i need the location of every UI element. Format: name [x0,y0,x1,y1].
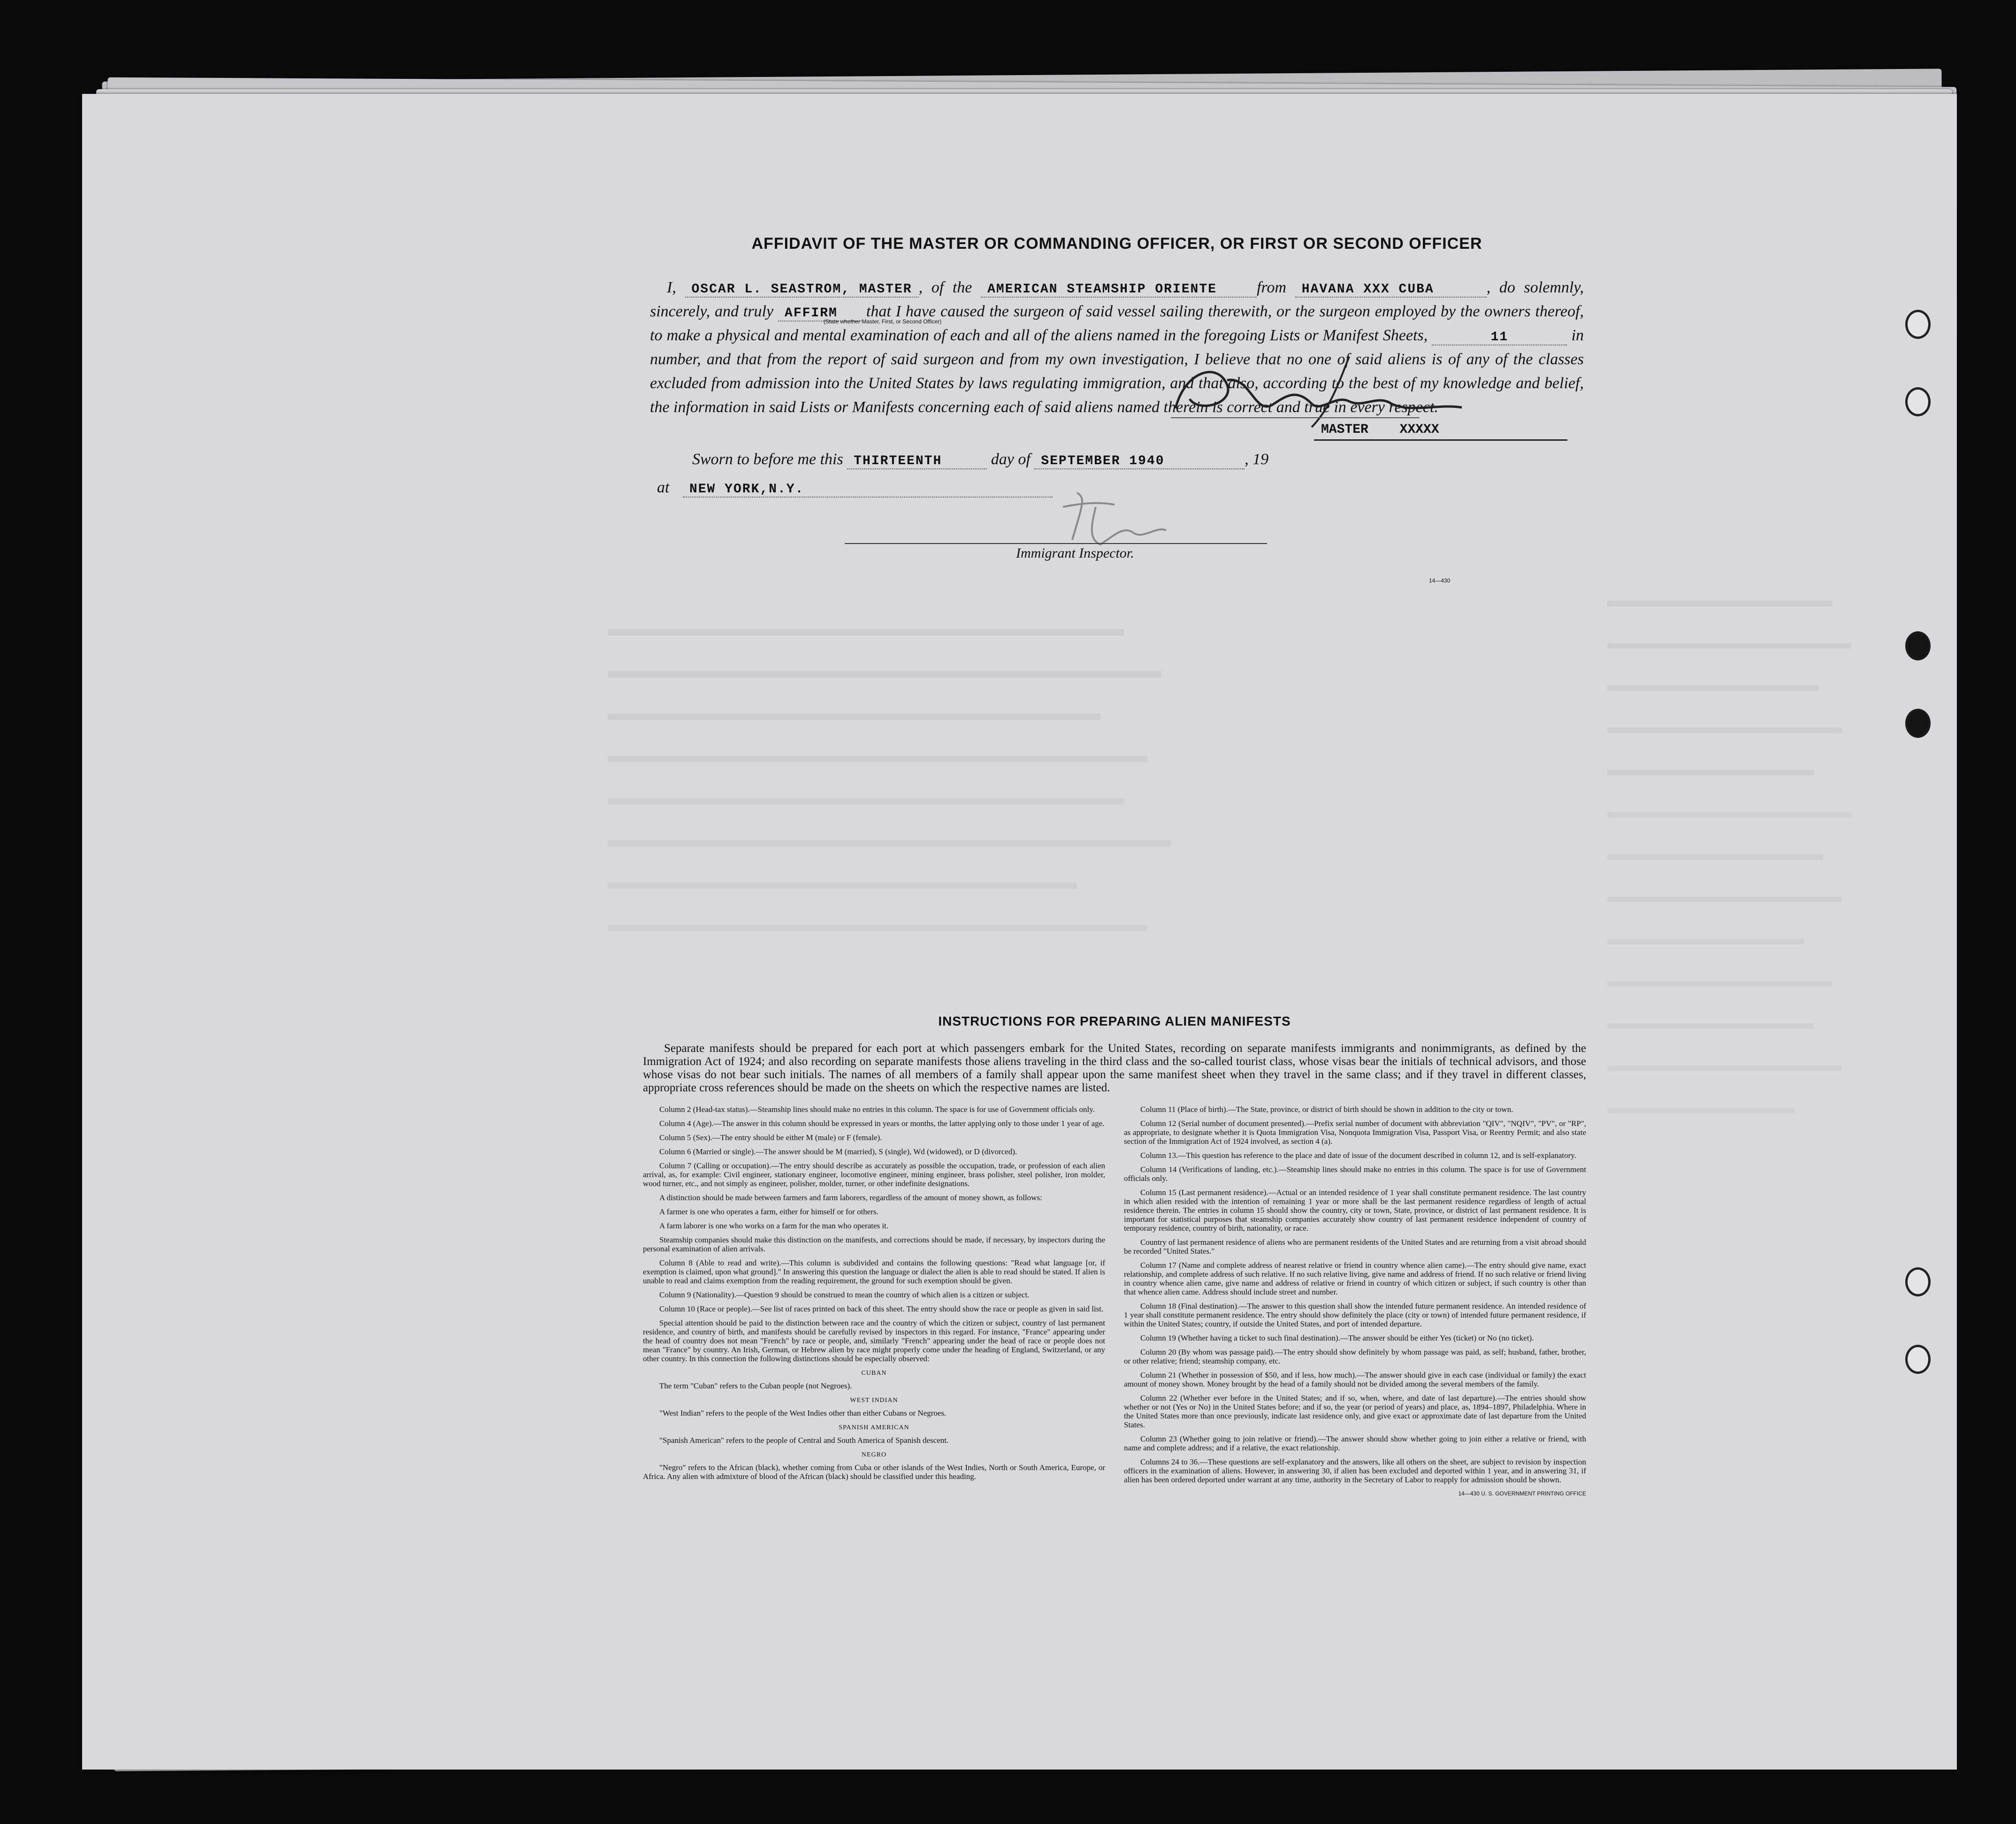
officer-field: OSCAR L. SEASTROM, MASTER [685,283,919,298]
officer-rank-note: (State whether Master, First, or Second Officer) [824,318,942,325]
instruction-paragraph: Special attention should be paid to the distinction between race and the country of which the citizen or subject, country of last permanent residence, and country of birth, and manifests should be carefully revised by inspectors in this regard. For instance, "France" appearing under the head of country does not mean "French" by race or people, and, similarly "French" appearing under the head of race or people does not mean "France" by country. An Irish, German, or Hebrew alien by race might properly come under the heading of England, Switzerland, or any other country. In this connection the following distinctions should be especially observed: [643,1318,1105,1363]
affidavit-text: , of the [918,279,972,296]
at-label: at [657,479,670,496]
affidavit-text: that I have caused the surgeon of said vessel sailing therewith, or the surgeon employed by the owners thereof, to make a physical and mental examination of each and all of the aliens named in the foregoing Lists or Manifest Sheets, [650,303,1584,344]
instruction-paragraph: A farmer is one who operates a farm, either for himself or for others. [659,1207,878,1216]
instruction-paragraph: Column 19 (Whether having a ticket to such final destination).—The answer should be either Yes (ticket) or No (no ticket). [1140,1334,1534,1342]
affidavit-text: in number, and that from the report of said surgeon and from my own investigation, I believe that no one of said aliens is of any of the classes excluded from admission into the United States by laws regulating immigration, and that also, according to the best of my knowledge and belief, the information in said Lists or Manifests concerning each of said aliens named therein is correct and true in every respect. [650,327,1584,416]
instruction-paragraph: "Spanish American" refers to the people of Central and South America of Spanish descent. [659,1436,949,1445]
sworn-month-field: SEPTEMBER 1940 [1034,454,1245,469]
instruction-paragraph: Column 11 (Place of birth).—The State, province, or district of birth should be shown in addition to the city or town. [1140,1105,1513,1114]
instruction-paragraph: Column 21 (Whether in possession of $50, and if less, how much).—The answer should give in each case (individual or family) the exact amount of money shown. Money brought by the head of a family should not be divided among the several members of the family. [1124,1371,1586,1388]
instruction-paragraph: Column 9 (Nationality).—Question 9 should be construed to mean the country of which alien is a citizen or subject. [659,1290,1030,1299]
instruction-paragraph: A farm laborer is one who works on a farm for the man who operates it. [659,1221,889,1230]
at-place-field: NEW YORK,N.Y. [683,483,1053,498]
instruction-paragraph: Column 18 (Final destination).—The answer to this question shall show the intended future permanent residence. An intended residence of 1 year shall constitute permanent residence. The entry should show definitely the place (city or town) of intended future permanent residence, if within the United States; country, if outside the United States, and port of intended departure. [1124,1302,1586,1328]
vessel-field: AMERICAN STEAMSHIP ORIENTE [981,283,1257,298]
instructions-right-column [1124,1105,1586,1498]
heading-spanish-american: SPANISH AMERICAN [839,1424,909,1431]
sworn-mid: day of [991,451,1031,468]
master-title: MASTER [1321,422,1368,437]
instruction-paragraph: Column 23 (Whether going to join relative or friend).—The answer should show whether going to join either a relative or friend, with name and complete address; and if a relative, the exact relationship. [1124,1434,1586,1452]
oath-field: AFFIRM [778,307,862,322]
instruction-paragraph: Steamship companies should make this distinction on the manifests, and corrections should be made, if necessary, by inspectors during the personal examination of alien arrivals. [643,1235,1105,1253]
instruction-paragraph: "Negro" refers to the African (black), whether coming from Cuba or other islands of the West Indies, North or South America, Europe, or Africa. Any alien with admixture of blood of the African (black) should be classified under this heading. [643,1463,1105,1481]
sworn-prefix: Sworn to before me this [692,451,843,468]
printing-office-footer: 14—430 U. S. GOVERNMENT PRINTING OFFICE [1458,1490,1586,1497]
at-line [657,479,1053,498]
instructions-left-column [643,1105,1105,1498]
instruction-paragraph: Column 4 (Age).—The answer in this column should be expressed in years or months, the latter applying only to those under 1 year of age. [659,1119,1105,1128]
instruction-paragraph: Country of last permanent residence of aliens who are permanent residents of the United States and are returning from a visit abroad should be recorded "United States." [1124,1238,1586,1256]
heading-cuban: CUBAN [861,1370,887,1377]
instruction-paragraph: Columns 24 to 36.—These questions are self-explanatory and the answers, like all others on the sheet, are subject to revision by inspection officers in the examination of aliens. However, in answering 30, if alien has been excluded and deported within 1 year, and in answering 31, if alien has been ordered deported under warrant at any time, authority in the Secretary of Labor to reapply for admission should be shown. [1124,1457,1586,1484]
sworn-year-prefix: , 19 [1245,451,1269,468]
inspector-rule [845,543,1267,544]
instructions-section [643,1014,1586,1498]
instruction-paragraph: Column 7 (Calling or occupation).—The entry should describe as accurately as possible the occupation, trade, or profession of each alien arrival, as, for example: Civil engineer, stationary engineer, locomotive engineer, mining engineer, brass polisher, steel polisher, iron molder, wood turner, etc., and not simply as engineer, polisher, molder, turner, or other indefinite designations. [643,1161,1105,1188]
instruction-paragraph: Column 5 (Sex).—The entry should be either M (male) or F (female). [659,1133,882,1142]
sworn-line [692,451,1268,469]
master-title-rule [1314,439,1567,441]
master-title-line [1321,422,1439,437]
instruction-paragraph: "West Indian" refers to the people of the West Indies other than either Cubans or Negroes. [659,1409,947,1418]
affidavit-text: , do solemnly, sincerely, and truly [650,279,1584,320]
affidavit-text: from [1257,279,1287,296]
form-number: 14—430 [1429,577,1451,584]
instruction-paragraph: Column 6 (Married or single).—The answer should be M (married), S (single), Wd (widowed), or D (divorced). [659,1147,1017,1156]
instruction-paragraph: Column 8 (Able to read and write).—This column is subdivided and contains the following questions: "Read what language [or, if exemption is claimed, upon what ground]." In answering this question the language or dialect the alien is able to read should be stated. If alien is unable to read and claims exemption from the reading requirement, the ground for such exemption should be given. [643,1258,1105,1285]
port-field: HAVANA XXX CUBA [1295,283,1487,298]
instruction-paragraph: Column 20 (By whom was passage paid).—The entry should show definitely by whom passage was paid, as self; husband, father, brother, or other relative; friend; steamship company, etc. [1124,1348,1586,1365]
instruction-paragraph: A distinction should be made between farmers and farm laborers, regardless of the amount of money shown, as follows: [659,1193,1042,1202]
struck-title: XXXXX [1399,422,1439,437]
heading-negro: NEGRO [861,1451,887,1458]
instruction-paragraph: Column 12 (Serial number of document presented).—Prefix serial number of document with abbreviation "QIV", "NQIV", "PV", or "RP", as appropriate, to designate whether it is Quota Immigration Visa, Nonquota Immigration Visa, Passport Visa, or Reentry Permit; and also state section of the Immigration Act of 1924 involved, as section 4 (a). [1124,1119,1586,1146]
instruction-paragraph: The term "Cuban" refers to the Cuban people (not Negroes). [659,1381,852,1390]
instruction-paragraph: Column 2 (Head-tax status).—Steamship lines should make no entries in this column. The space is for use of Government officials only. [659,1105,1095,1114]
instruction-paragraph: Column 10 (Race or people).—See list of races printed on back of this sheet. The entry should show the race or people as given in said list. [659,1304,1104,1313]
sheets-count-field: 11 [1432,330,1567,345]
master-signature [1157,352,1495,432]
sworn-day-field: THIRTEENTH [847,454,987,469]
instruction-paragraph: Column 14 (Verifications of landing, etc.).—Steamship lines should make no entries in this column. The space is for use of Government officials only. [1124,1165,1586,1183]
instruction-paragraph: Column 22 (Whether ever before in the United States; and if so, when, where, and date of last departure).—The entries should show whether or not (Yes or No) in the United States before; and if so, the year (or period of years) and place, as, 1894–1897, Philadelphia. Where in the United States more than once previously, indicate last residence only, and give exact or approximate date of last departure from the United States. [1124,1394,1586,1429]
manifest-sheet [82,94,1957,1770]
instruction-paragraph: Column 13.—This question has reference to the place and date of issue of the document described in column 12, and is self-explanatory. [1140,1151,1576,1160]
instruction-paragraph: Column 15 (Last permanent residence).—Actual or an intended residence of 1 year shall constitute permanent residence. The last country in which alien resided with the intention of remaining 1 year or more shall be the last permanent residence regardless of length of actual residence therein. The entries in column 15 should show the country, city or town, State, province, or district of last permanent residence. It is important for statistical purposes that steamship companies accurately show country of last permanent residence independent of country of temporary residence, country of birth, nationality, or race. [1124,1188,1586,1233]
instruction-paragraph: Column 17 (Name and complete address of nearest relative or friend in country whence alien came).—The entry should give name, exact relationship, and complete address of such relative. If no such relative living, give name and address of friend. If no such relative or friend living in country whence alien came, give name and address of relative or friend in country of which citizen or subject, if such country is other than that whence alien came. Address should include street and number. [1124,1261,1586,1296]
inspector-label: Immigrant Inspector. [1016,545,1134,561]
affidavit-title: AFFIDAVIT OF THE MASTER OR COMMANDING OFFICER, OR FIRST OR SECOND OFFICER [751,235,1482,253]
heading-west-indian: WEST INDIAN [850,1397,898,1404]
instructions-title: INSTRUCTIONS FOR PREPARING ALIEN MANIFESTS [938,1014,1291,1028]
affidavit-text: I, [667,279,676,296]
instructions-intro: Separate manifests should be prepared for each port at which passengers embark for the United States, recording on separate manifests immigrants and nonimmigrants, as defined by the Immigration Act of 1924; and also recording on separate manifests those aliens traveling in the third class and the so-called tourist class, whose visas bear the initials of technical advisors, and those whose visas do not bear such initials. The names of all members of a family shall appear upon the same manifest sheet when they travel in the same class; and if they travel in different classes, appropriate cross references should be made on the sheets on which the respective names are listed. [643,1042,1586,1094]
